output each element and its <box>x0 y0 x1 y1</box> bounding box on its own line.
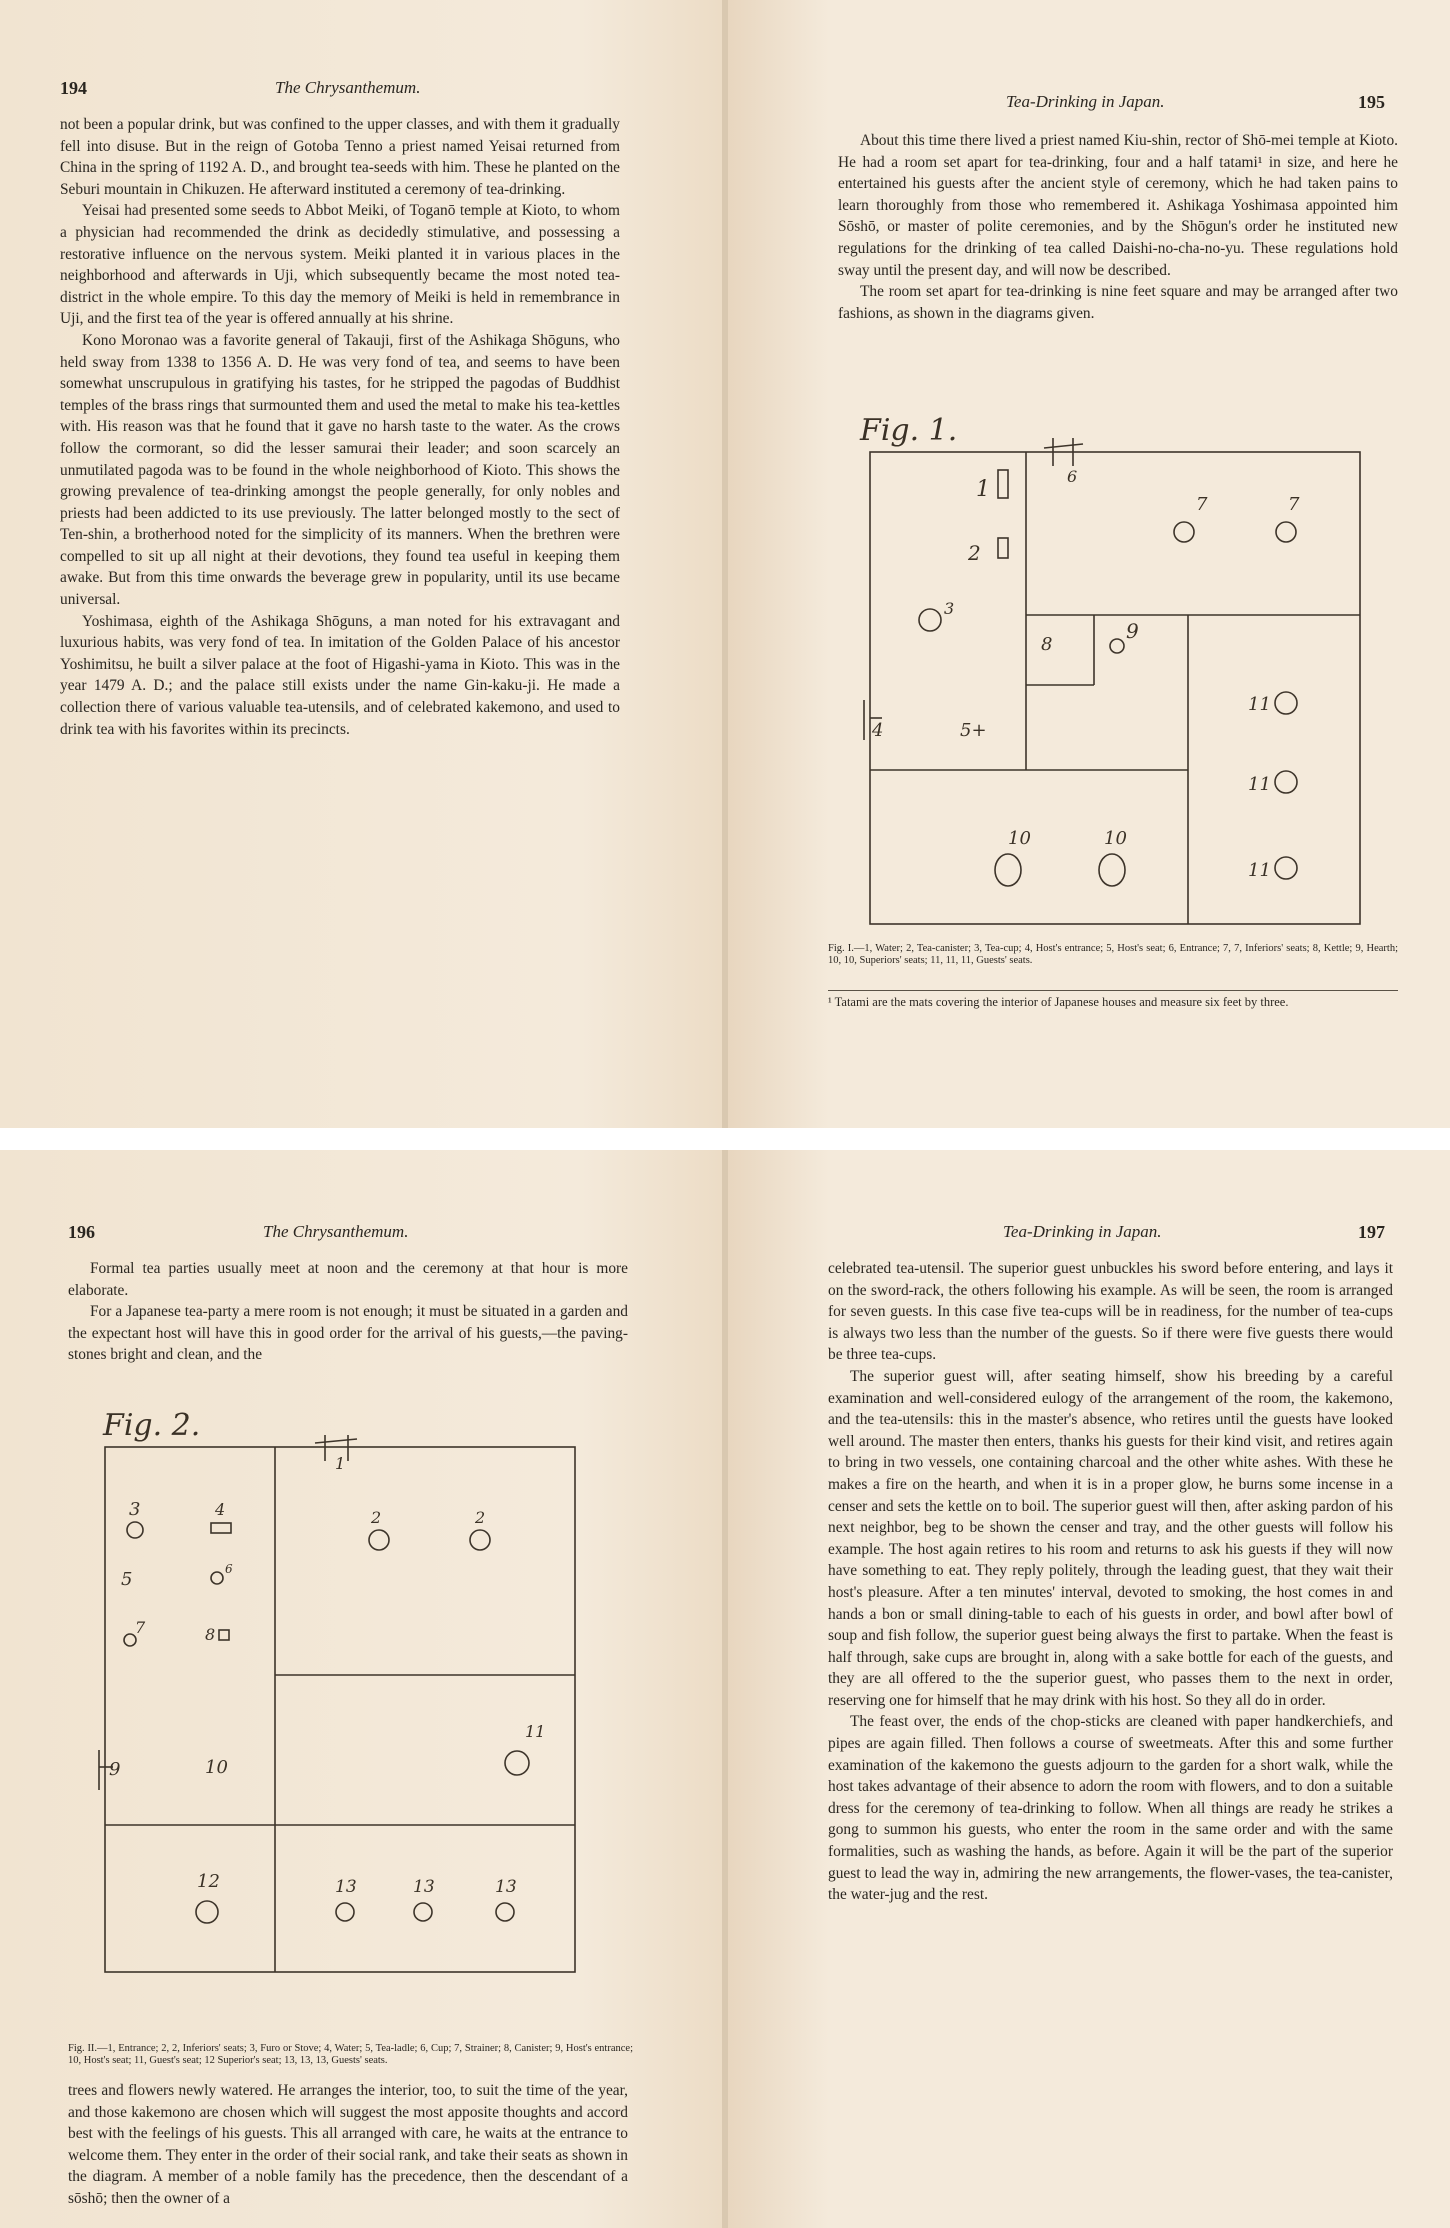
page-body <box>828 1258 1393 1906</box>
figure-1-diagram <box>858 410 1378 940</box>
running-head: Tea-Drinking in Japan. <box>1003 1222 1162 1241</box>
page-number: 194 <box>60 78 87 98</box>
water-vessel <box>211 1523 231 1533</box>
diagram-label: 2 <box>371 1508 382 1527</box>
page-197 <box>728 1150 1450 2228</box>
diagram-label: 7 <box>135 1618 146 1637</box>
inferior-seat <box>1276 522 1296 542</box>
diagram-label: 10 <box>1104 828 1127 849</box>
figure-title: Fig. 2. <box>103 1408 201 1443</box>
diagram-label: 1 <box>976 477 990 502</box>
footnote: ¹ Tatami are the mats covering the interior of Japanese houses and measure six feet by three. <box>828 995 1289 1009</box>
page-number: 196 <box>68 1222 95 1242</box>
superior-seat <box>196 1901 218 1923</box>
page-body-top <box>68 1258 628 1366</box>
tea-cup <box>919 609 941 631</box>
diagram-label: 7 <box>1196 494 1208 515</box>
page-body <box>838 130 1398 324</box>
diagram-label: 9 <box>109 1759 121 1780</box>
diagram-label: 13 <box>495 1877 517 1897</box>
cup <box>211 1572 223 1584</box>
diagram-label: 2 <box>475 1508 486 1527</box>
diagram-label: 8 <box>1041 634 1053 655</box>
paragraph: For a Japanese tea-party a mere room is not enough; it must be situated in a garden and the expectant host will have this in good order for the arrival of his guests,—the paving-stones bright and clean, and the <box>68 1303 628 1364</box>
diagram-label: 10 <box>205 1757 228 1778</box>
diagram-label: 3 <box>944 599 955 618</box>
scan-divider <box>0 1128 1450 1150</box>
page-number: 195 <box>1358 92 1385 112</box>
paragraph: trees and flowers newly watered. He arranges the interior, too, to suit the time of the year, and those kakemono are chosen which will suggest the most apposite thoughts and accord best with the feelings of his guests. This all arranged with care, he waits at the entrance to welcome them. They enter in the order of their social rank, and take their seats as shown in the diagram. A member of a noble family has the precedence, then the descendant of a sōshō; then the owner of a <box>68 2082 629 2207</box>
diagram-label: 6 <box>225 1562 233 1576</box>
paragraph: celebrated tea-utensil. The superior guest unbuckles his sword before entering, and lays it on the sword-rack, the others following his example. As will be seen, the room is arranged for seven guests. In this case five tea-cups will be in readiness, for the number of tea-cups is always two less than the number of the guests. So if there were five guests there would be three tea-cups. <box>828 1260 1393 1364</box>
footnote-rule <box>828 990 1398 991</box>
inferior-seat <box>369 1530 389 1550</box>
page-194 <box>0 0 722 1128</box>
inferior-seat <box>470 1530 490 1550</box>
page-195 <box>728 0 1450 1128</box>
paragraph: Kono Moronao was a favorite general of Takauji, first of the Ashikaga Shōguns, who held sway from 1338 to 1356 A. D. He was very fond of tea, and seems to have been somewhat unscrupulous in gratifying his tastes, for he stripped the pagodas of Buddhist temples of the brass rings that surmounted them and used the metal to make his tea-kettles with. His reason was that he found that it gave no harsh taste to the water. As the crows follow the cormorant, so did the lesser samurai their leader; and soon scarcely an unmutilated pagoda was to be found in the whole neighborhood of Kioto. This shows the growing prevalence of tea-drinking amongst the people generally, for only nobles and priests had been addicted to its use previously. The latter belonged mostly to the sect of Ten-shin, a brotherhood noted for the simplicity of its manners. When the brethren were compelled to sit up all night at their devotions, they found tea useful in keeping them awake. But from this time onwards the beverage grew in popularity, until its use became universal. <box>60 331 620 609</box>
paragraph: The room set apart for tea-drinking is nine feet square and may be arranged after two fashions, as shown in the diagrams given. <box>838 283 1398 322</box>
paragraph: About this time there lived a priest named Kiu-shin, rector of Shō-mei temple at Kioto. He had a room set apart for tea-drinking, four and a half tatami¹ in size, and here he entertained his guests after the ancient style of ceremony, which he had taken pains to learn thoroughly from those who remembered it. Ashikaga Yoshimasa appointed him Sōshō, or master of polite ceremonies, and by the Shōgun's order he instituted new regulations for the drinking of tea called Daishi-no-cha-no-yu. These regulations hold sway until the present day, and will now be described. <box>838 132 1398 279</box>
figure-title: Fig. 1. <box>860 413 958 448</box>
page-196 <box>0 1150 722 2228</box>
guest-seat <box>414 1903 432 1921</box>
diagram-label: 6 <box>1067 467 1078 486</box>
paragraph: Yoshimasa, eighth of the Ashikaga Shōguns, a man noted for his extravagant and luxurious habits, was very fond of tea. In imitation of the Golden Palace of his ancestor Yoshimitsu, he built a silver palace at the foot of Higashi-yama in Kioto. This was in the year 1479 A. D.; and the palace still exists under the name Gin-kaku-ji. He made a collection there of various valuable tea-utensils, and of celebrated kakemono, and used to drink tea with his favorites within its precincts. <box>60 612 620 738</box>
running-head: The Chrysanthemum. <box>263 1222 409 1241</box>
diagram-label: 1 <box>335 1454 346 1473</box>
page-number: 197 <box>1358 1222 1385 1242</box>
diagram-label: 9 <box>1126 619 1139 643</box>
page-body <box>60 114 620 740</box>
diagram-label: 10 <box>1008 828 1031 849</box>
diagram-label: 11 <box>525 1722 546 1741</box>
diagram-label: 7 <box>1288 494 1300 515</box>
diagram-label: 13 <box>413 1877 435 1897</box>
paragraph: Yeisai had presented some seeds to Abbot Meiki, of Toganō temple at Kioto, to whom a physician had recommended the drink as decidedly stimulative, and possessing a restorative influence on the nervous system. Meiki planted it in various places in the neighborhood and afterwards in Uji, which subsequently became the most noted tea-district in the whole empire. To this day the memory of Meiki is held in remembrance in Uji, and the first tea of the year is offered annually at his shrine. <box>60 202 620 328</box>
canister <box>219 1630 229 1640</box>
guest-seat <box>336 1903 354 1921</box>
diagram-label: 11 <box>1248 860 1271 881</box>
page-body-bottom <box>68 2080 628 2210</box>
stove <box>127 1522 143 1538</box>
guest-seat <box>1275 771 1297 793</box>
diagram-label: 13 <box>335 1877 357 1897</box>
figure-1-caption: Fig. I.—1, Water; 2, Tea-canister; 3, Tea-cup; 4, Host's entrance; 5, Host's seat; 6, Entrance; 7, 7, Inferiors' seats; 8, Kettle; 9, Hearth; 10, 10, Superiors' seats; 11, 11, 11, Guests' seats. <box>828 943 1398 966</box>
diagram-label: 11 <box>1248 694 1271 715</box>
paragraph: Formal tea parties usually meet at noon and the ceremony at that hour is more elaborate. <box>68 1260 628 1299</box>
guest-seat <box>496 1903 514 1921</box>
hearth <box>1110 639 1124 653</box>
diagram-label: 5+ <box>960 720 987 741</box>
running-head: The Chrysanthemum. <box>275 78 421 97</box>
diagram-label: 3 <box>129 1499 141 1520</box>
running-head: Tea-Drinking in Japan. <box>1006 92 1165 111</box>
diagram-label: 4 <box>872 720 884 741</box>
diagram-label: 8 <box>205 1625 216 1644</box>
paragraph: not been a popular drink, but was confined to the upper classes, and with them it gradually fell into disuse. But in the reign of Gotoba Tenno a priest named Yeisai returned from China in the spring of 1192 A. D., and brought tea-seeds with him. These he planted on the Seburi mountain in Chikuzen. He afterward instituted a ceremony of tea-drinking. <box>60 116 620 198</box>
guest-seat <box>505 1751 529 1775</box>
figure-2-caption: Fig. II.—1, Entrance; 2, 2, Inferiors' seats; 3, Furo or Stove; 4, Water; 5, Tea-ladle; 6, Cup; 7, Strainer; 8, Canister; 9, Host's entrance; 10, Host's seat; 11, Guest's seat; 12 Superior's seat; 13, 13, 13, Guests' seats. <box>68 2043 633 2066</box>
paragraph: The feast over, the ends of the chop-sticks are cleaned with paper handkerchiefs, and pipes are again filled. Then follows a course of sweetmeats. After this and some further examination of the kakemono the guests adjourn to the garden for a short walk, while the host takes advantage of their absence to adorn the room with flowers, and to don a suitable dress for the ceremony of tea-drinking to follow. When all things are ready he strikes a gong to summon his guests, who enter the room in the same order and with the same formalities, such as washing the hands, as before. Again it will be the part of the superior guest to lead the way in, admiring the new arrangements, the flower-vases, the tea-canister, the water-jug and the rest. <box>828 1713 1393 1904</box>
inferior-seat <box>1174 522 1194 542</box>
diagram-label: 5 <box>121 1569 133 1590</box>
diagram-label: 2 <box>968 541 981 565</box>
superior-seat <box>1099 854 1125 886</box>
guest-seat <box>1275 692 1297 714</box>
paragraph: The superior guest will, after seating himself, show his breeding by a careful examination and well-considered eulogy of the arrangement of the room, the kakemono, and the tea-utensils: this in the master's absence, who retires until the guests have looked well around. The master then enters, thanks his guests for their kind visit, and retires again to bring in two vessels, one containing charcoal and the other white ashes. With these he makes a fire on the hearth, and when it is in a proper glow, he burns some incense in a censer and sets the kettle on to boil. The superior guest will then, after asking pardon of his next neighbor, beg to be shown the censer and tray, and the other guests will follow his example. The host again retires to his room and returns to ask his guests if they will now have something to eat. They reply politely, through the leading guest, that they wait their host's pleasure. After a ten minutes' interval, devoted to smoking, the host comes in and hands a bon or small dining-table to each of his guests in order, and bowl after bowl of soup and fish follow, the superior guest being always the first to partake. When the feast is half through, sake cups are brought in, along with a sake bottle for each of the guests, and they are all offered to the the superior guest, who passes them to the next in order, reserving one for himself that he may drink with his host. So they all do in order. <box>828 1367 1393 1709</box>
water-vessel <box>998 470 1008 498</box>
figure-2-diagram <box>95 1395 615 2045</box>
page-header <box>60 78 660 99</box>
page-header <box>68 1222 668 1243</box>
superior-seat <box>995 854 1021 886</box>
diagram-label: 12 <box>197 1871 220 1892</box>
diagram-label: 11 <box>1248 774 1271 795</box>
diagram-label: 4 <box>215 1500 226 1519</box>
guest-seat <box>1275 857 1297 879</box>
tea-canister <box>998 538 1008 558</box>
